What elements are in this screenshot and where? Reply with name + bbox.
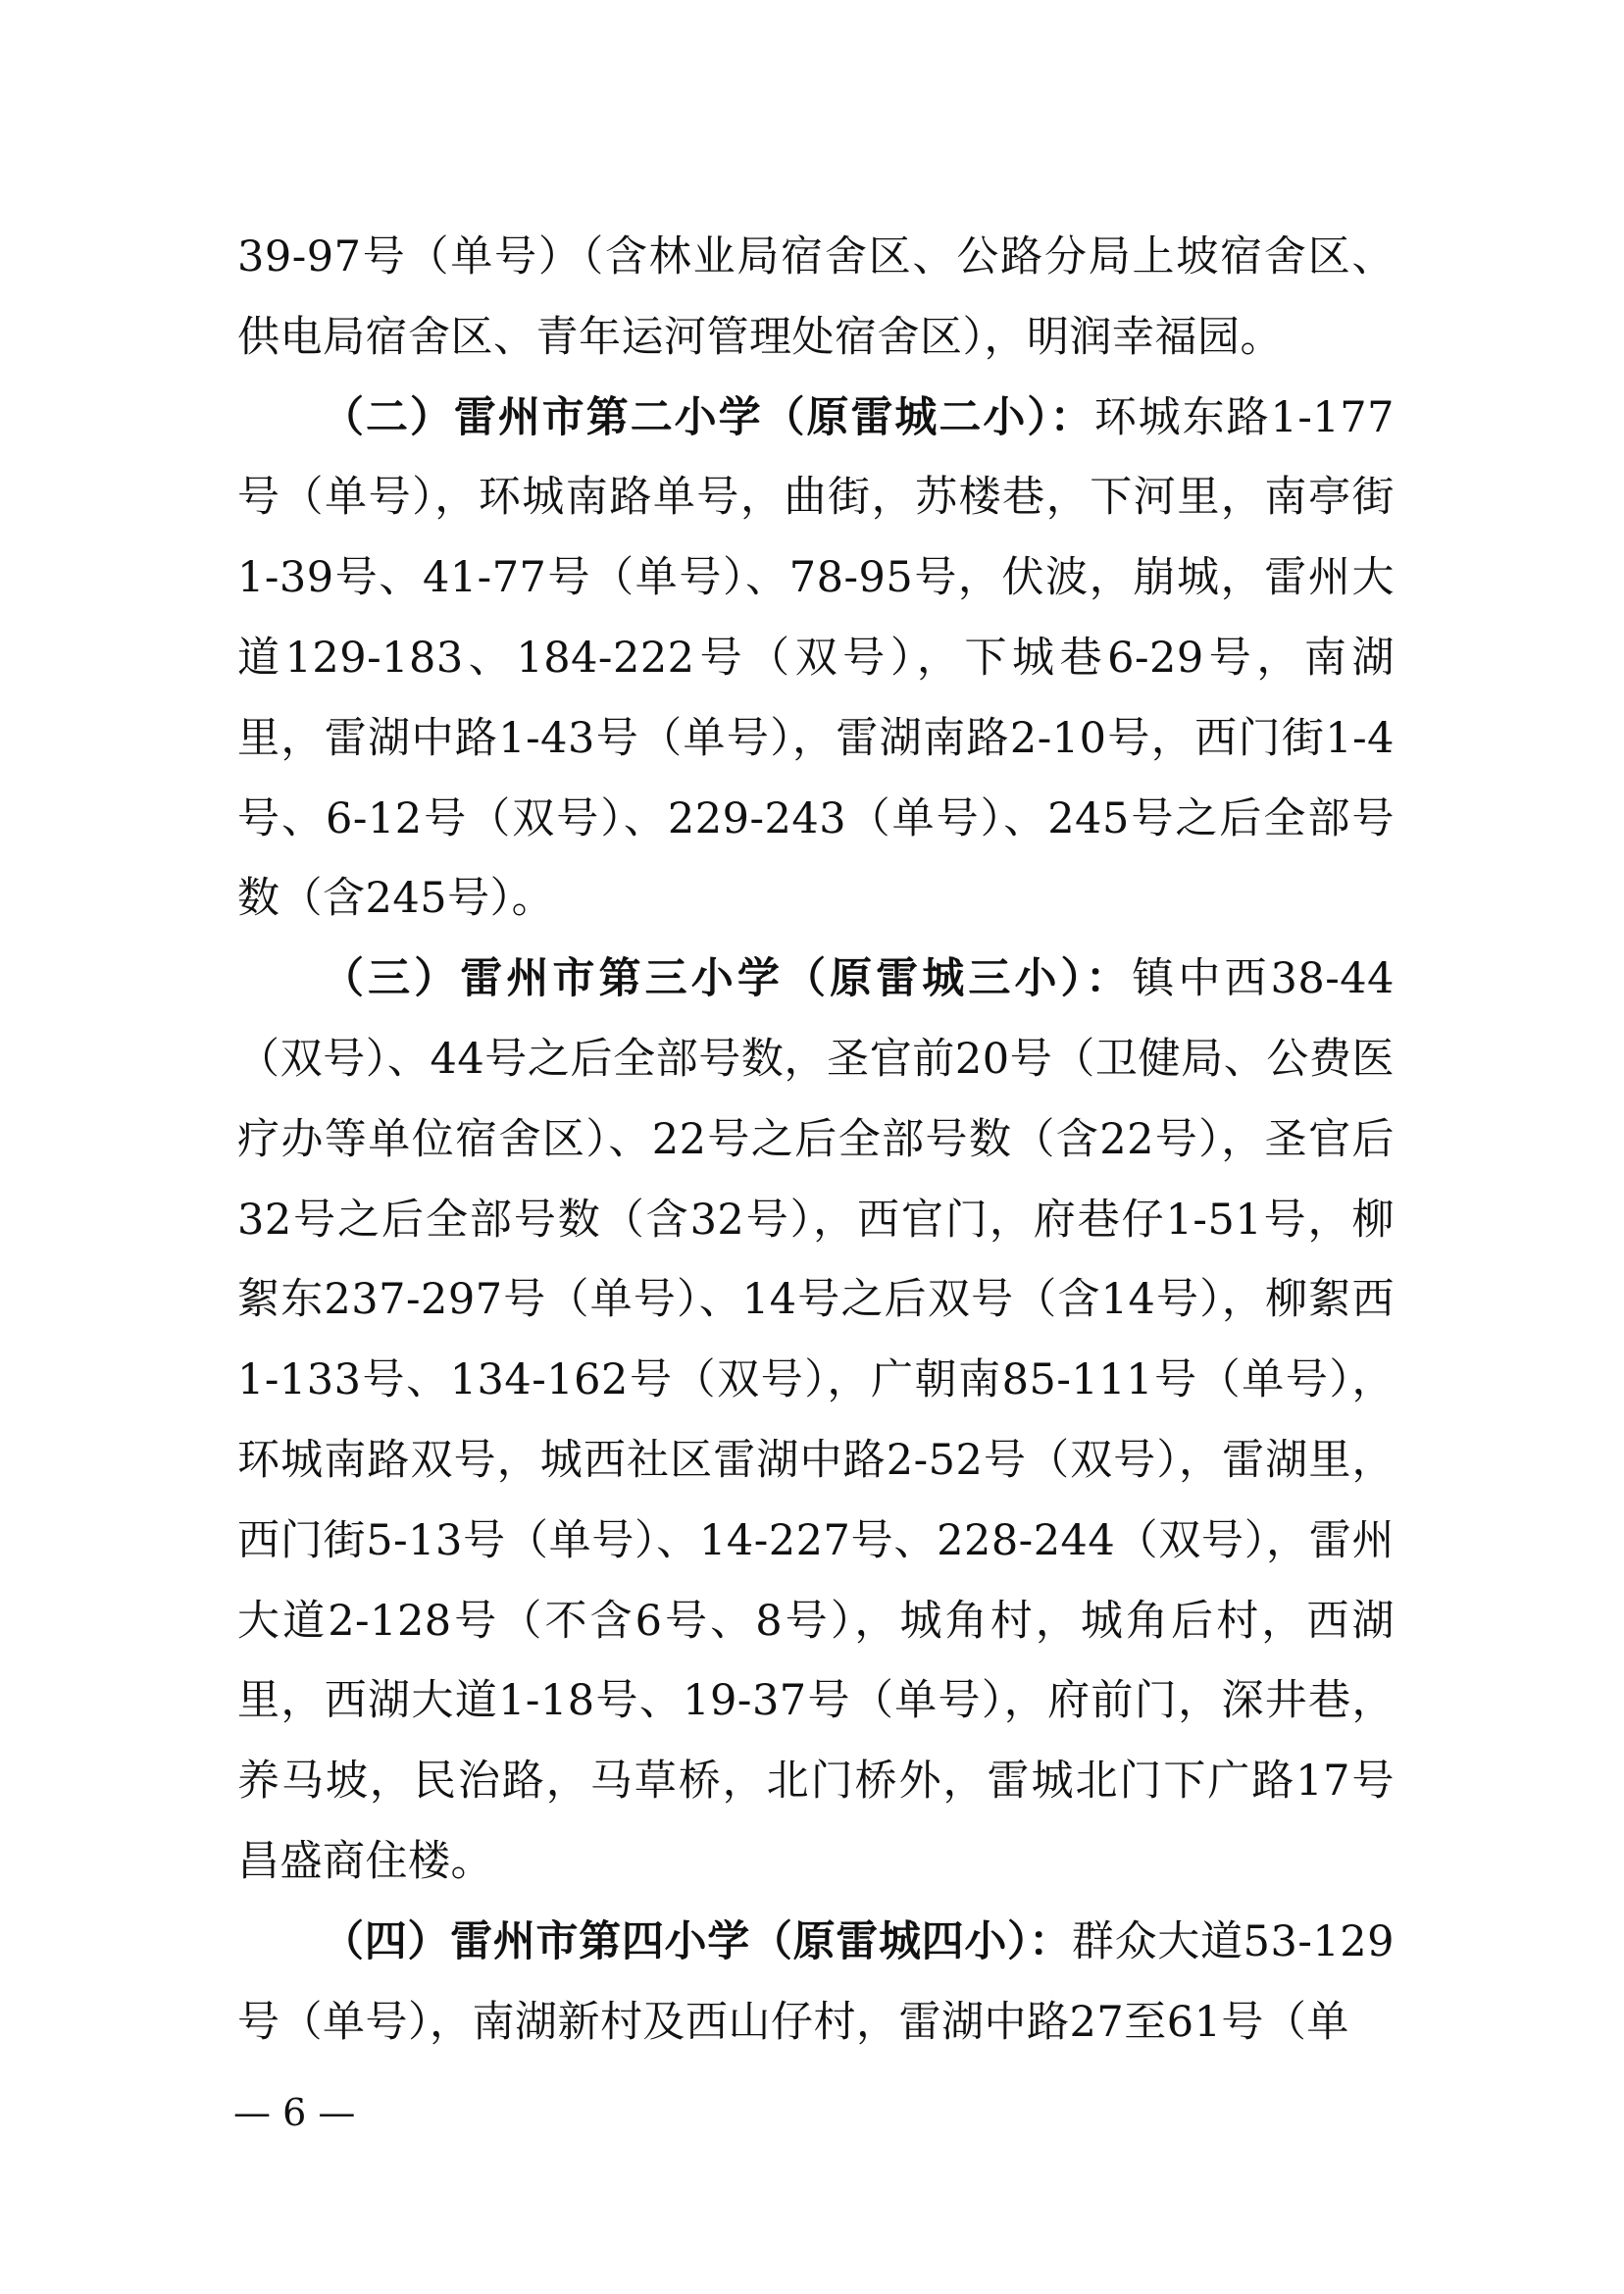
paragraph-school-2 <box>237 379 1395 941</box>
paragraph-heading: （四）雷州市第四小学（原雷城四小）： <box>322 1916 1072 1966</box>
paragraph-text: 环城东路1-177号（单号），环城南路单号，曲街，苏楼巷，下河里，南亭街1-39号、41-77号（单号）、78-95号，伏波，崩城，雷州大道129-183、184-222号（双号），下城巷6-29号，南湖里，雷湖中路1-43号（单号），雷湖南路2-10号，西门街1-4号、6-12号（双号）、229-243（单号）、245号之后全部号数（含245号）。 <box>237 392 1396 924</box>
document-body <box>237 218 1395 2063</box>
paragraph-school-3 <box>237 940 1395 1903</box>
paragraph-text: 39-97号（单号）（含林业局宿舍区、公路分局上坡宿舍区、供电局宿舍区、青年运河管理处宿舍区），明润幸福园。 <box>237 232 1395 362</box>
paragraph-school-4 <box>237 1903 1395 2064</box>
paragraph-continuation <box>237 218 1395 379</box>
paragraph-text: 镇中西38-44（双号）、44号之后全部号数，圣官前20号（卫健局、公费医疗办等单位宿舍区）、22号之后全部号数（含22号），圣官后32号之后全部号数（含32号），西官门，府巷仔1-51号，柳絮东237-297号（单号）、14号之后双号（含14号），柳絮西1-133号、134-162号（双号），广朝南85-111号（单号），环城南路双号，城西社区雷湖中路2-52号（双号），雷湖里，西门街5-13号（单号）、14-227号、228-244（双号），雷州大道2-128号（不含6号、8号），城角村，城角后村，西湖里，西湖大道1-18号、19-37号（单号），府前门，深井巷，养马坡，民治路，马草桥，北门桥外，雷城北门下广路17号昌盛商住楼。 <box>237 954 1396 1886</box>
page-number: — 6 — <box>233 2091 356 2134</box>
paragraph-heading: （二）雷州市第二小学（原雷城二小）： <box>322 392 1094 442</box>
paragraph-heading: （三）雷州市第三小学（原雷城三小）： <box>322 954 1133 1004</box>
paragraph-text: 群众大道53-129号（单号），南湖新村及西山仔村，雷湖中路27至61号（单 <box>237 1916 1395 2047</box>
